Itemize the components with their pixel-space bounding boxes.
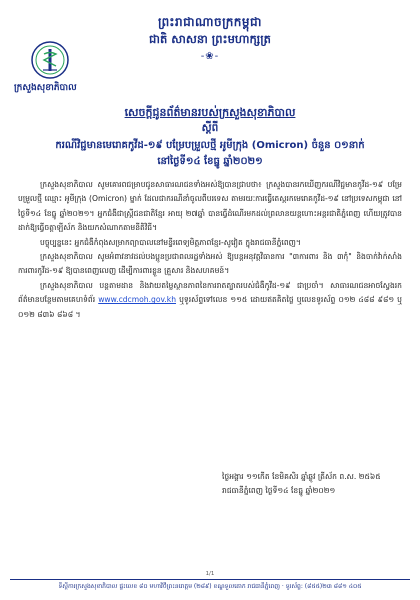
footer-address: ទីស្តីការក្រសួងសុខាភិបាល ផ្ទះលេខ ៨០ មហាវិថីព្រះនរោត្តម (២៨៩) ខណ្ឌទួលគោក រាជធានីភ្នំពេញ · ទូរស័ព្ទ: (៨៥៥)២៣ ៨៨១ ៤០៥: [58, 583, 362, 590]
solar-date: រាជធានីភ្នំពេញ ថ្ងៃទី១៤ ខែធ្នូ ឆ្នាំ២០២១: [222, 486, 336, 496]
body-paragraph-text: ក្រសួងសុខាភិបាល បន្តតាមដាន និងវាយតម្លៃស្ថានភាពនៃការរាតត្បាតរបស់ជំងឺកូវីដ-១៩ ជាប្រចាំ។ សាធារណជនអាចស្វែងរកព័ត៌មានបន្ថែមតាមគេហទំព័រ: [18, 280, 402, 305]
lunar-date: ថ្ងៃអង្គារ ១១កើត ខែមិគសិរ ឆ្នាំឆ្លូវ ត្រីស័ក ព.ស. ២៥៦៥: [222, 472, 381, 481]
document-body: [18, 178, 402, 322]
kingdom-title: ព្រះរាជាណាចក្រកម្ពុជា: [158, 15, 262, 29]
signature-block: [222, 470, 406, 499]
body-paragraph: ក្រសួងសុខាភិបាល សូមគោរពជម្រាបជូនសាធារណជនទាំងអស់ឱ្យបានជ្រាបថា៖ ក្រសួងបានរកឃើញករណីវិជ្ជមានកូវីដ-១៩ បម្រែបម្រួលថ្មី ឈ្មោះ អូមីក្រុង (Omicron) ម្នាក់ ដែលជាករណីនាំចូលពីបរទេស តាមរយៈការធ្វើតេស្តរកមេរោគកូវីដ-១៩ នៅប្រទេសកម្ពុជា នៅថ្ងៃទី១៤ ខែធ្នូ ឆ្នាំ២០២១។ អ្នកជំងឺជាស្ត្រីជនជាតិខ្មែរ អាយុ ២៧ឆ្នាំ បានធ្វើដំណើរមកដល់ព្រលានយន្តហោះអន្តរជាតិភ្នំពេញ ហើយត្រូវបានដាក់ឱ្យធ្វើចត្តាឡីស័ក និងយកសំណាកតាមនីតិវិធី។: [18, 180, 402, 233]
title-subject: ករណីវិជ្ជមានមេរោគកូវីដ-១៩ បម្រែបម្រួលថ្មី អូមីក្រុង (Omicron) ចំនួន ០១នាក់: [55, 140, 365, 151]
website-link[interactable]: www.cdcmoh.gov.kh: [98, 295, 177, 305]
header-ornament: -❀-: [200, 51, 220, 62]
title-date: នៅថ្ងៃទី១៤ ខែធ្នូ ឆ្នាំ២០២១: [157, 156, 263, 167]
page-number: 1/1: [205, 571, 215, 577]
body-paragraph-text: ឬទូរស័ព្ទទៅលេខ ១១៥ ដោយឥតគិតថ្លៃ ឬលេខទូរស័ព្ទ ០១២ ៤៨៨ ៩៨១ ឬ ០១២ ៨៣៦ ៨៦៨ ។: [18, 295, 402, 319]
national-motto: ជាតិ សាសនា ព្រះមហាក្សត្រ: [149, 32, 271, 46]
body-paragraph-with-link: [18, 279, 402, 322]
body-paragraph: បច្ចុប្បន្ននេះ អ្នកជំងឺកំពុងសម្រាកព្យាបាលនៅមន្ទីរពេទ្យមិត្តភាពខ្មែរ-សូវៀត ក្នុងរាជធានីភ្នំពេញ។: [40, 237, 301, 247]
document-title: សេចក្តីជូនព័ត៌មានរបស់ក្រសួងសុខាភិបាល: [124, 106, 296, 119]
ministry-name: ក្រសួងសុខាភិបាល: [14, 83, 77, 93]
body-paragraph: ក្រសួងសុខាភិបាល សូមអំពាវនាវដល់បងប្អូនប្រជាពលរដ្ឋទាំងអស់ ឱ្យបន្តអនុវត្តវិធានការ "៣ការពារ និង ៣កុំ" និងចាក់វ៉ាក់សាំងការពារកូវីដ-១៩ ឱ្យបានពេញលេញ ដើម្បីការពារខ្លួន គ្រួសារ និងសហគមន៍។: [18, 252, 402, 276]
ministry-of-health-logo: [30, 40, 70, 80]
title-subject-label: ស្តីពី: [201, 122, 219, 134]
footer-divider: [10, 579, 410, 580]
